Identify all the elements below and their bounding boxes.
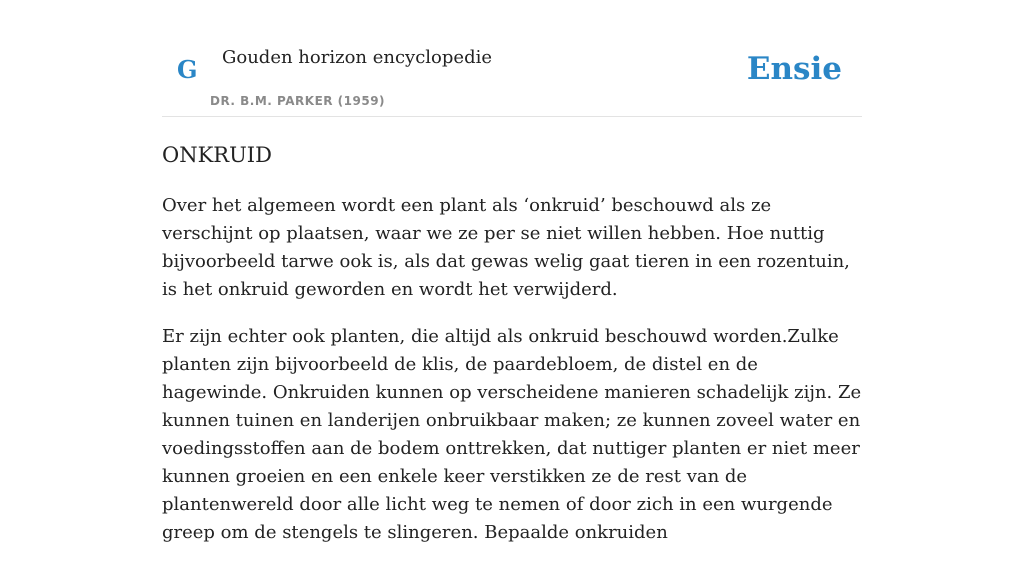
source-author: DR. B.M. PARKER (1959)	[210, 94, 386, 108]
source-title-link[interactable]: Gouden horizon encyclopedie	[222, 47, 492, 68]
article-paragraph: Er zijn echter ook planten, die altijd als onkruid beschouwd worden.Zulke planten zijn bijvoorbeeld de klis, de paardebloem, de distel en de hagewinde. Onkruiden kunnen op verscheidene manieren schadelijk zijn. Ze kunnen tuinen en landerijen onbruikbaar maken; ze kunnen zoveel water en voedingsstoffen aan de bodem onttrekken, dat nuttiger planten er niet meer kunnen groeien en een enkele keer verstikken ze de rest van de plantenwereld door alle licht weg te nemen of door zich in een wurgende greep om de stengels te slingeren. Bepaalde onkruiden	[162, 326, 862, 543]
source-header	[162, 0, 862, 117]
article-body	[162, 192, 862, 566]
source-logo[interactable]: G	[177, 55, 198, 84]
article-title: ONKRUID	[162, 143, 272, 167]
article-paragraph: Over het algemeen wordt een plant als ‘onkruid’ beschouwd als ze verschijnt op plaatsen, waar we ze per se niet willen hebben. Hoe nuttig bijvoorbeeld tarwe ook is, als dat gewas welig gaat tieren in een rozentuin, is het onkruid geworden en wordt het verwijderd.	[162, 195, 850, 300]
brand-logo[interactable]: Ensie	[746, 51, 842, 87]
